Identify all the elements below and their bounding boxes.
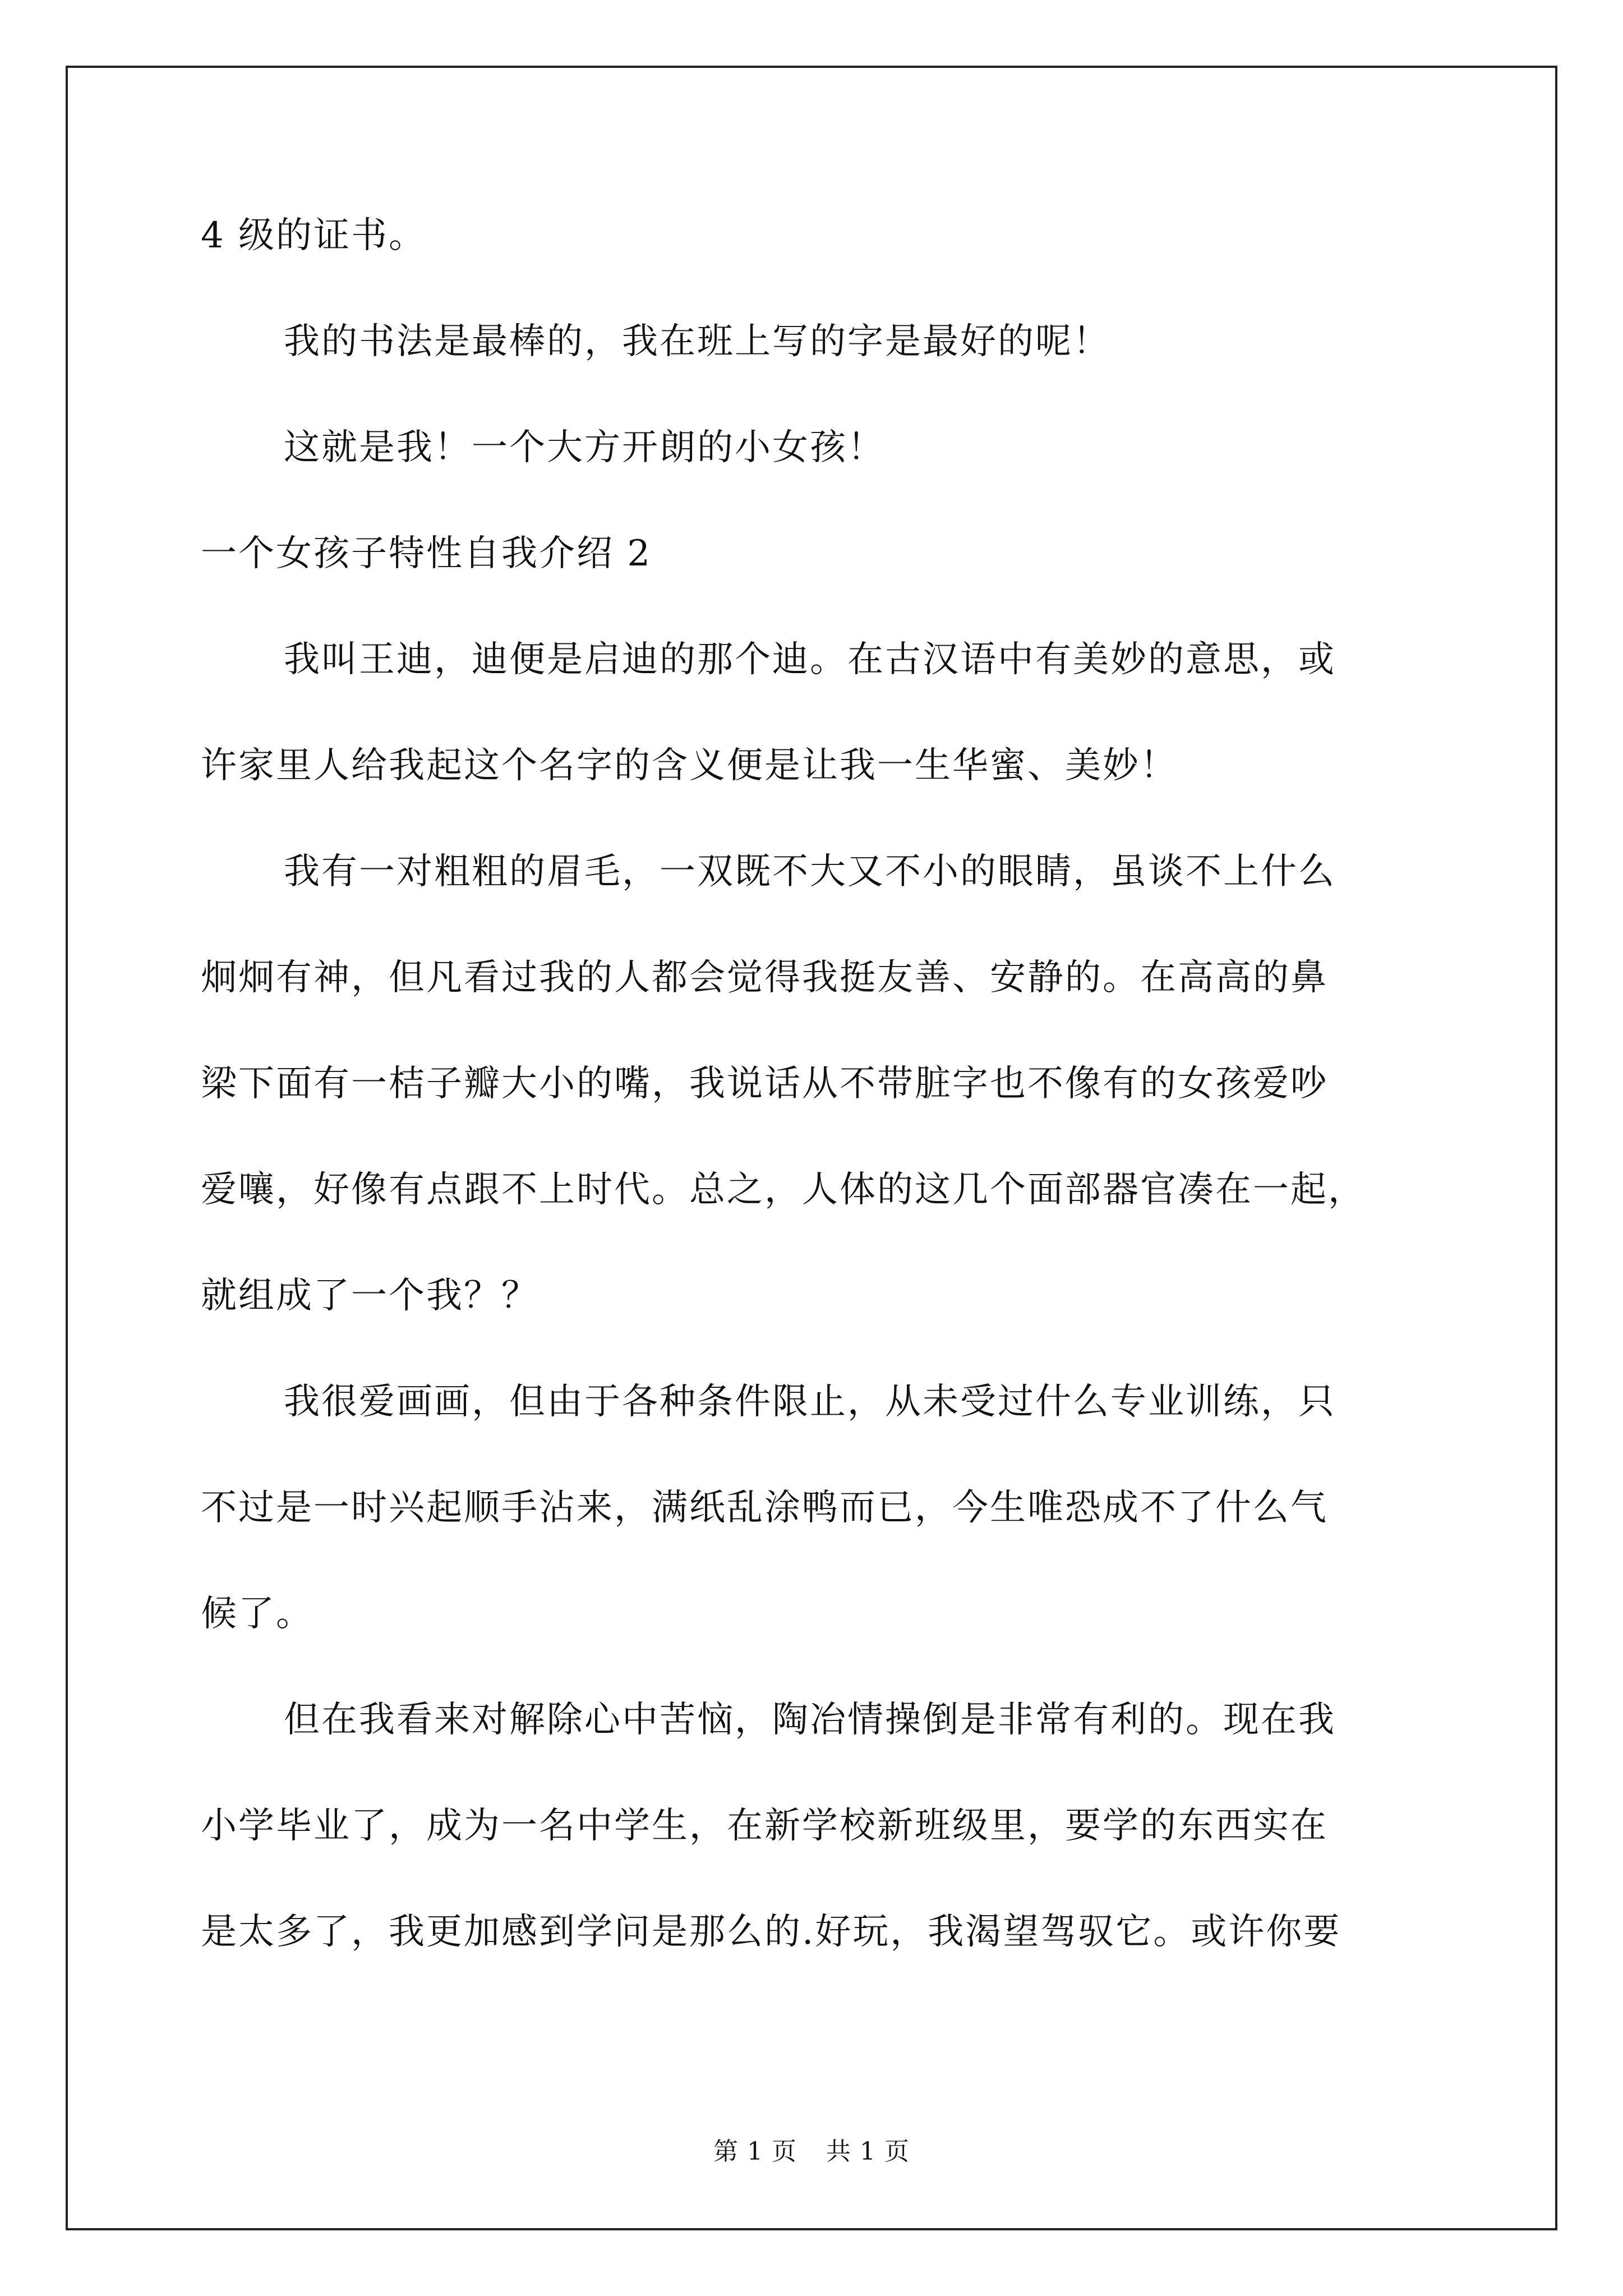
page-footer — [0, 2136, 1623, 2168]
text-line: 是太多了，我更加感到学问是那么的.好玩，我渴望驾驭它。或许你要 — [201, 1911, 1341, 1953]
page-border — [66, 66, 1557, 2230]
paragraph-line: 我的书法是最棒的，我在班上写的字是最好的呢！ — [284, 321, 1110, 362]
paragraph-line: 这就是我！一个大方开朗的小女孩！ — [284, 427, 885, 468]
paragraph-line: 但在我看来对解除心中苦恼，陶冶情操倒是非常有利的。现在我 — [284, 1699, 1336, 1741]
page-total: 共 1 页 — [826, 2137, 910, 2166]
text-line: 候了。 — [201, 1593, 313, 1635]
text-line: 爱嚷，好像有点跟不上时代。总之，人体的这几个面部器官凑在一起， — [201, 1169, 1366, 1211]
text-line: 梁下面有一桔子瓣大小的嘴，我说话从不带脏字也不像有的女孩爱吵 — [201, 1063, 1328, 1105]
text-line: 4 级的证书。 — [201, 215, 427, 256]
text-line: 就组成了一个我？？ — [201, 1275, 539, 1317]
page-number: 第 1 页 — [713, 2137, 797, 2166]
paragraph-line: 我很爱画画，但由于各种条件限止，从未受过什么专业训练，只 — [284, 1381, 1336, 1423]
text-line: 炯炯有神，但凡看过我的人都会觉得我挺友善、安静的。在高高的鼻 — [201, 957, 1328, 999]
paragraph-line: 我叫王迪，迪便是启迪的那个迪。在古汉语中有美妙的意思，或 — [284, 639, 1336, 680]
text-line: 小学毕业了，成为一名中学生，在新学校新班级里，要学的东西实在 — [201, 1805, 1328, 1847]
paragraph-line: 我有一对粗粗的眉毛，一双既不大又不小的眼睛，虽谈不上什么 — [284, 851, 1336, 892]
text-line: 不过是一时兴起顺手沾来，满纸乱涂鸭而已，今生唯恐成不了什么气 — [201, 1487, 1328, 1529]
text-line: 许家里人给我起这个名字的含义便是让我一生华蜜、美妙！ — [201, 745, 1178, 786]
section-heading: 一个女孩子特性自我介绍 2 — [201, 533, 652, 574]
